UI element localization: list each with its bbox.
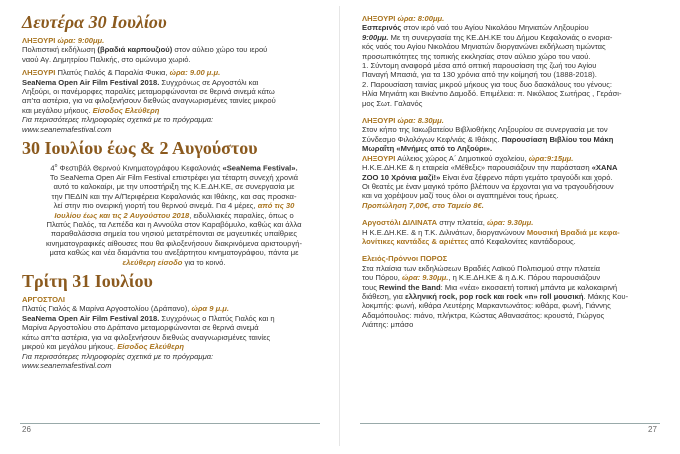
page-number-right: 27: [648, 425, 657, 434]
right-page: [340, 0, 680, 454]
event-block-lixouri-watermelon: ΛΗΞΟΥΡΙ ώρα: 9:00μμ. Πολιτιστική εκδήλωση (βραδιά καρπουζιού) στον αύλειο χώρο του ιερού ναού Αγ. Δημητρίου Παλικής, στο ομώνυμο χωριό.: [22, 36, 268, 64]
heading-range: 30 Ιουλίου έως & 2 Αυγούστου: [22, 138, 258, 159]
page-number-left: 26: [22, 425, 31, 434]
seanema-link-2[interactable]: www.seanemafestival.com: [22, 360, 112, 370]
footer-rule-right: [360, 423, 660, 424]
seanema-link[interactable]: www.seanemafestival.com: [22, 124, 112, 134]
event-block-poros: Ελειός-Πρόννοι ΠΟΡΟΣ Στα πλαίσια των εκδηλώσεων Βραδιές Λαϊκού Πολιτισμού στην πλατεία του Πόρου, ώρα: 9.30μμ., η Κ.Ε.ΔΗ.ΚΕ & η Δ.Κ. Πόρου παρουσιάζουν τους Rewind the Band: Μια «νέα» εικοσαετή τοπική μπάντα με καλοκαιρινή διάθεση, για ελληνική rock, pop rock και rock «n» roll μουσική. Μάκης Κου- λοκμπής: φωνή, κιθάρα Λευτέρης Μαρκαντωνάτος: κιθάρα, φωνή, Γιάννης Αδαμόπουλος: πιάνο, πλήκτρα, Κώστας Αθανασάτος: κρουστά, Γιώργος Λιάπης: μπάσο: [362, 254, 629, 330]
heading-tuesday: Τρίτη 31 Ιουλίου: [22, 271, 153, 292]
event-block-festival: $4^o$ Φεστιβάλ Θερινού Κινηματογράφου Κεφαλονιάς «SeaNema Festival». Το SeaNema Open Air Film Festival επιστρέφει για τέταρτη συνεχή χρονιά αυτό το καλοκαίρι, με την υποστήριξη της Κ.Ε.ΔΗ.ΚΕ, σε συνεργασία με την ΠΕΔΙΝ και την Α/Περιφέρεια Κεφαλονιάς και Ιθάκης, και σας προσκα- λεί στην πιο ονειρική γιορτή του θερινού σινεμά. Για 4 μέρες, από τις 30 Ιουλίου έως και τις 2 Αυγούστου 2018, ειδυλλιακές παραλίες, όπως ο Πλατύς Γιαλός, τα Λεπέδα και η Αννούλα στον Καραβόμυλο, καθώς και άλλα παραθαλάσσια σημεία του νησιού μετατρέπονται σε μαγευτικές υπαίθριες κινηματογραφικές αίθουσες που θα φιλοξενήσουν διακρινόμενα αριστουργή- ματα καθώς και νέα διαμάντια του ανεξάρτητου κινηματογράφου, πάντα με ελεύθερη είσοδο για το κοινό.: [45, 163, 302, 267]
event-block-lixouri-vespers: ΛΗΞΟΥΡΙ ώρα: 8:00μμ. Εσπερινός στον ιερό ναό του Αγίου Νικολάου Μηνιατών Ληξουρίου 9:00μμ. Με τη συνεργασία της ΚΕ.ΔΗ.ΚΕ του Δήμου Κεφαλονιάς ο ενορια- κός ναός του Αγίου Νικολάου Μηνιατών διοργανώνει εκδήλωση τιμώντας προσωπικότητες της τοπικής εκκλησίας στον αύλειο χώρο του ναού. 1. Σύντομη αναφορά μέσα από οπτική παρουσίαση της ζωή του Αγίου Παναγή Μπασιά, για τα 130 χρόνια από την κοίμησή του (1888-2018). 2. Παρουσίαση ταινίας μικρού μήκους για τους δυο δασκάλους του γένους: Ηλία Μηνιάτη και Βικέντιο Δαμοδό. Επιμέλεια: π. Νικόλαος Σωτήρας , Γεράσι- μος Σωτ. Γαλανός: [362, 14, 622, 108]
event-block-argostoli-seanema: ΑΡΓΟΣΤΟΛΙ Πλατύς Γιαλός & Μαρίνα Αργοστολίου (Δράπανο), ώρα 9 μ.μ. SeaNema Open Air Film Festival 2018. Συγχρόνως ο Πλατύς Γιαλός και η Μαρίνα Αργοστολίου στο Δράπανο μεταμορφώνονται σε θερινά σινεμά κάτω απ'τα αστέρια, για να φιλοξενήσουν διεθνώς αναγνωρισμένες ταινίες μικρού και μεγάλου μήκους. Είσοδος Ελεύθερη Για περισσότερες πληροφορίες σχετικά με το πρόγραμμα: www.seanemafestival.com: [22, 295, 326, 370]
heading-monday: Δευτέρα 30 Ιουλίου: [22, 12, 167, 32]
event-block-lixouri-book: ΛΗΞΟΥΡΙ ώρα: 8.30μμ. Στον κήπο της Ιακωβατείου Βιβλιοθήκης Ληξουρίου σε συνεργασία με τον Σύνδεσμο Φιλολόγων Κεφ/νιάς & Ιθάκης. Παρουσίαση Βιβλίου του Μάκη Μωραΐτη «Μνήμες από το Ληξούρι». ΛΗΞΟΥΡΙ Αύλειος χώρος Α΄ Δημοτικού σχολείου, ώρα:9:15μμ. Η.Κ.Ε.ΔΗ.ΚΕ & η εταιρεία «Μέθεξις» παρουσιάζουν την παράσταση «ΧΑΝΑ ΖΟΟ 10 Χρόνια μαζί!» Είναι ένα ξέφρενο πάρτι γεμάτο τραγούδι και χορό. Οι θεατές με έναν μαγικό τρόπο βλέπουν να έρχονται για να τραγουδήσουν και να χορέψουν μαζί τους όλοι οι αγαπημένοι τους ήρωες. Προπώληση 7,00€, στο Ταμείο 8€.: [362, 116, 618, 210]
event-block-lixouri-seanema: ΛΗΞΟΥΡΙ Πλατύς Γιαλός & Παραλία Φυκια, ώρα: 9.00 μ.μ. SeaNema Open Air Film Festival 2018. Συγχρόνως σε Αργοστόλι και Ληξούρι, οι πανέμορφες παραλίες μεταμορφώνονται σε θερινά σινεμά κάτω απ'τα αστέρια, για να φιλοξενήσουν διεθνώς αναγνωρισμένες ταινίες μικρού και μεγάλου μήκους. Είσοδος Ελεύθερη Για περισσότερες πληροφορίες σχετικά με το πρόγραμμα: www.seanemafestival.com: [22, 68, 326, 134]
footer-rule-left: [20, 423, 320, 424]
event-block-dilinata: Αργοστόλι ΔΙΛΙΝΑΤΑ στην πλατεία, ώρα: 9.30μμ. Η Κ.Ε.ΔΗ.ΚΕ. & η Τ.Κ. Διλινάτων, διοργανώνουν Μουσική Βραδιά με κεφα- λονίτικες καντάδες & αριέττες από Κεφαλονίτες καντάδορους.: [362, 218, 620, 246]
